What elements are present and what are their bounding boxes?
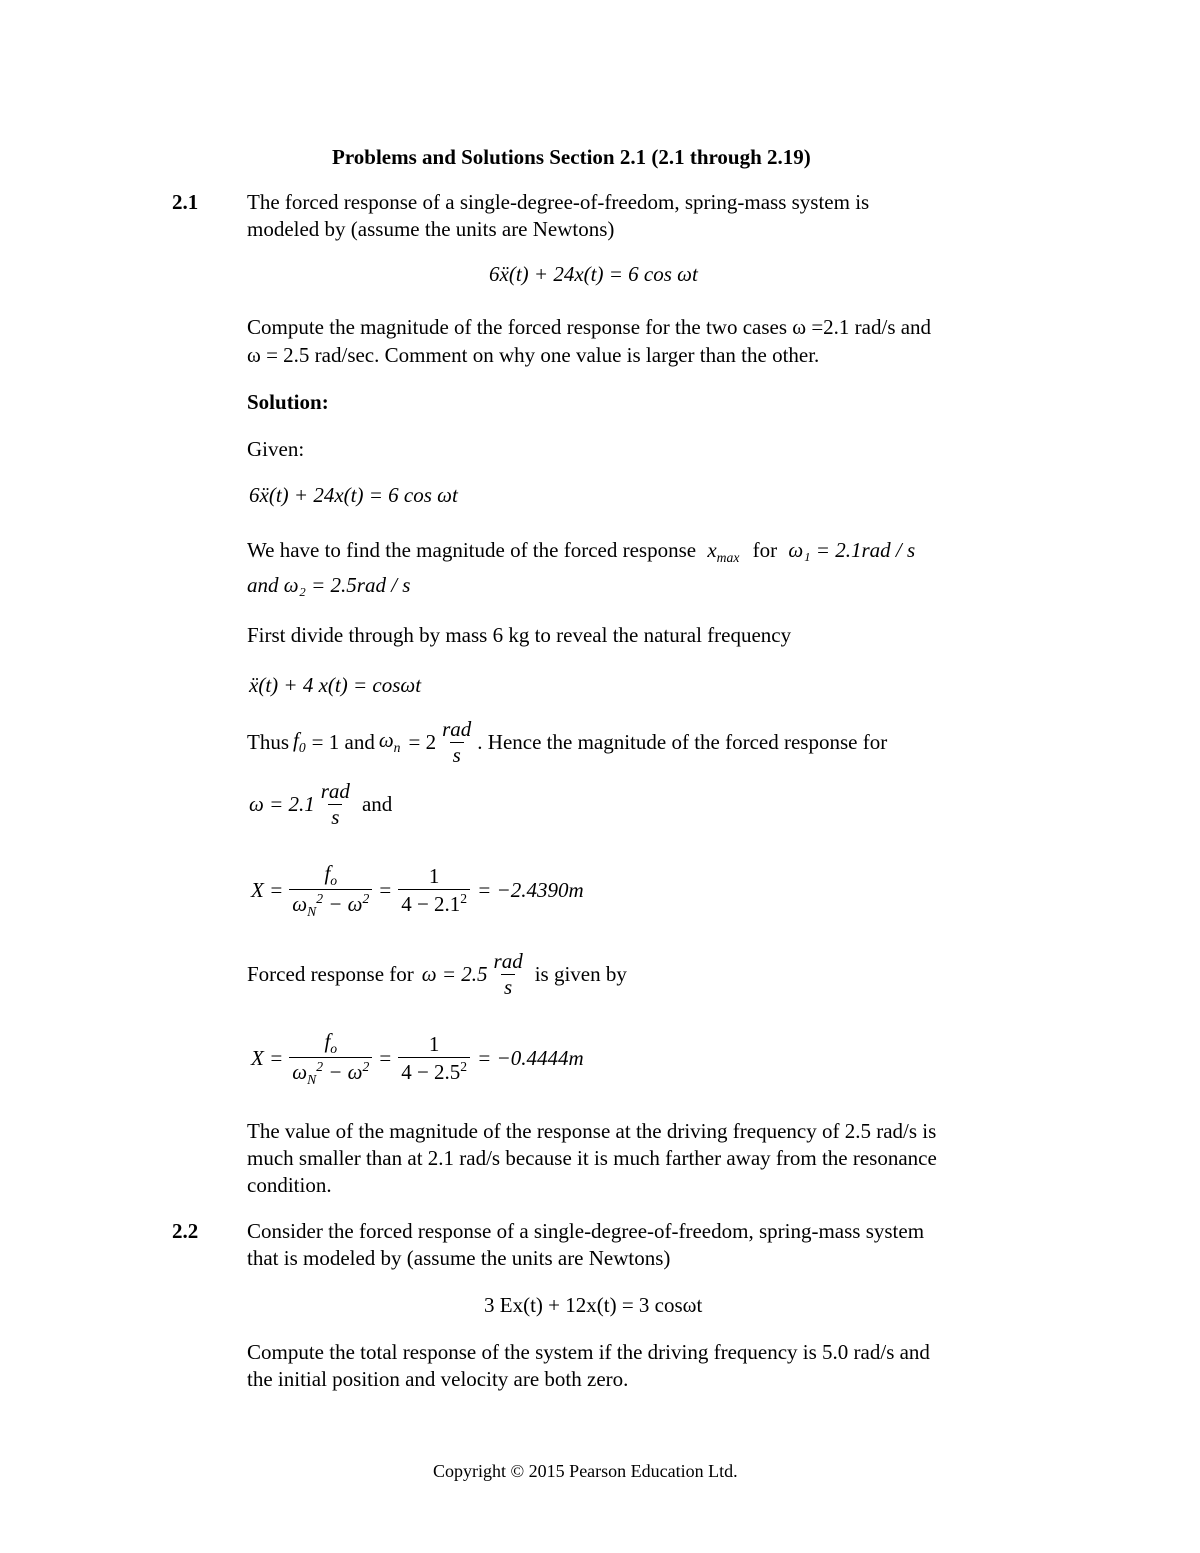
numeric-fraction: $\frac{1}{4 - 2.1^2}$ [398, 865, 470, 916]
find-text: We have to find the magnitude of the forced response [247, 538, 697, 562]
conclusion-line: The value of the magnitude of the response at the driving frequency of 2.5 rad/s is [247, 1119, 937, 1143]
omega-25: ω = 2.5 [421, 962, 488, 986]
find-line-2: and ω₂ = 2.5rad / s [247, 573, 411, 597]
problem-text-line: Consider the forced response of a single-degree-of-freedom, spring-mass system [247, 1219, 925, 1243]
copyright-footer: Copyright © 2015 Pearson Education Ltd. [433, 1461, 738, 1481]
problem-text-line: The forced response of a single-degree-of-freedom, spring-mass system is [247, 190, 870, 214]
rad-per-s-fraction: $\frac{\text{rad}}{s}$ [493, 949, 523, 1000]
divide-line: First divide through by mass 6 kg to reveal the natural frequency [247, 623, 792, 647]
problem-text-line: Compute the magnitude of the forced response for the two cases ω =2.1 rad/s and [247, 315, 932, 339]
thus-text: Thus [247, 730, 289, 754]
page-title: Problems and Solutions Section 2.1 (2.1 through 2.19) [332, 145, 811, 169]
equals: = [379, 878, 392, 903]
forced-for-text: Forced response for [247, 962, 414, 986]
x1-result: = −2.4390m [477, 878, 584, 903]
forced-response-line [247, 950, 627, 999]
thus-eq2: = 2 [408, 730, 437, 754]
omega-21: ω = 2.1 [249, 792, 315, 816]
problem-text-line: that is modeled by (assume the units are Newtons) [247, 1246, 671, 1270]
find-line [247, 538, 915, 567]
equals: = [379, 1046, 392, 1071]
rad-per-s-fraction: $\frac{\text{rad}}{s}$ [442, 717, 472, 768]
f0-var: $f_0$ [293, 728, 306, 756]
problem-text-line: Compute the total response of the system if the driving frequency is 5.0 rad/s and [247, 1340, 930, 1364]
omega-21-line [249, 780, 392, 829]
conclusion-line: condition. [247, 1173, 332, 1197]
hence-text: . Hence the magnitude of the forced response for [477, 730, 888, 754]
fo-fraction: $\frac{f_o}{\omega_N^2 - \omega^2}$ [289, 1030, 372, 1087]
thus-line [247, 718, 887, 767]
equation: ẍ(t) + 4 x(t) = cosωt [249, 673, 422, 697]
x2-result: = −0.4444m [477, 1046, 584, 1071]
problem-text-line: ω = 2.5 rad/sec. Comment on why one value is larger than the other. [247, 343, 820, 367]
rad-per-s-fraction: $\frac{\text{rad}}{s}$ [320, 779, 350, 830]
conclusion-line: much smaller than at 2.1 rad/s because it is much farther away from the resonance [247, 1146, 937, 1170]
and-text: and [361, 792, 393, 816]
wn-var: $\omega_n$ [378, 728, 401, 756]
equation: 6ẍ(t) + 24x(t) = 6 cos ωt [489, 262, 698, 286]
equation: 3 Ex(t) + 12x(t) = 3 cosωt [484, 1293, 703, 1317]
equation: 6ẍ(t) + 24x(t) = 6 cos ωt [249, 483, 458, 507]
x-max-var: $x_{max}$ [707, 538, 740, 566]
problem-number: 2.1 [172, 190, 199, 214]
problem-text-line: modeled by (assume the units are Newtons) [247, 217, 615, 241]
fo-fraction: $\frac{f_o}{\omega_N^2 - \omega^2}$ [289, 862, 372, 919]
x-lhs: X = [251, 1046, 284, 1071]
x1-equation [251, 862, 584, 919]
omega-1: ω₁ = 2.1rad / s [788, 538, 916, 562]
numeric-fraction: $\frac{1}{4 - 2.5^2}$ [398, 1033, 470, 1084]
solution-label: Solution: [247, 390, 329, 414]
problem-number: 2.2 [172, 1219, 199, 1243]
thus-eq: = 1 and [311, 730, 375, 754]
given-by-text: is given by [534, 962, 627, 986]
x2-equation [251, 1030, 584, 1087]
for-text: for [752, 538, 778, 562]
x-lhs: X = [251, 878, 284, 903]
problem-text-line: the initial position and velocity are both zero. [247, 1367, 629, 1391]
given-label: Given: [247, 437, 305, 461]
